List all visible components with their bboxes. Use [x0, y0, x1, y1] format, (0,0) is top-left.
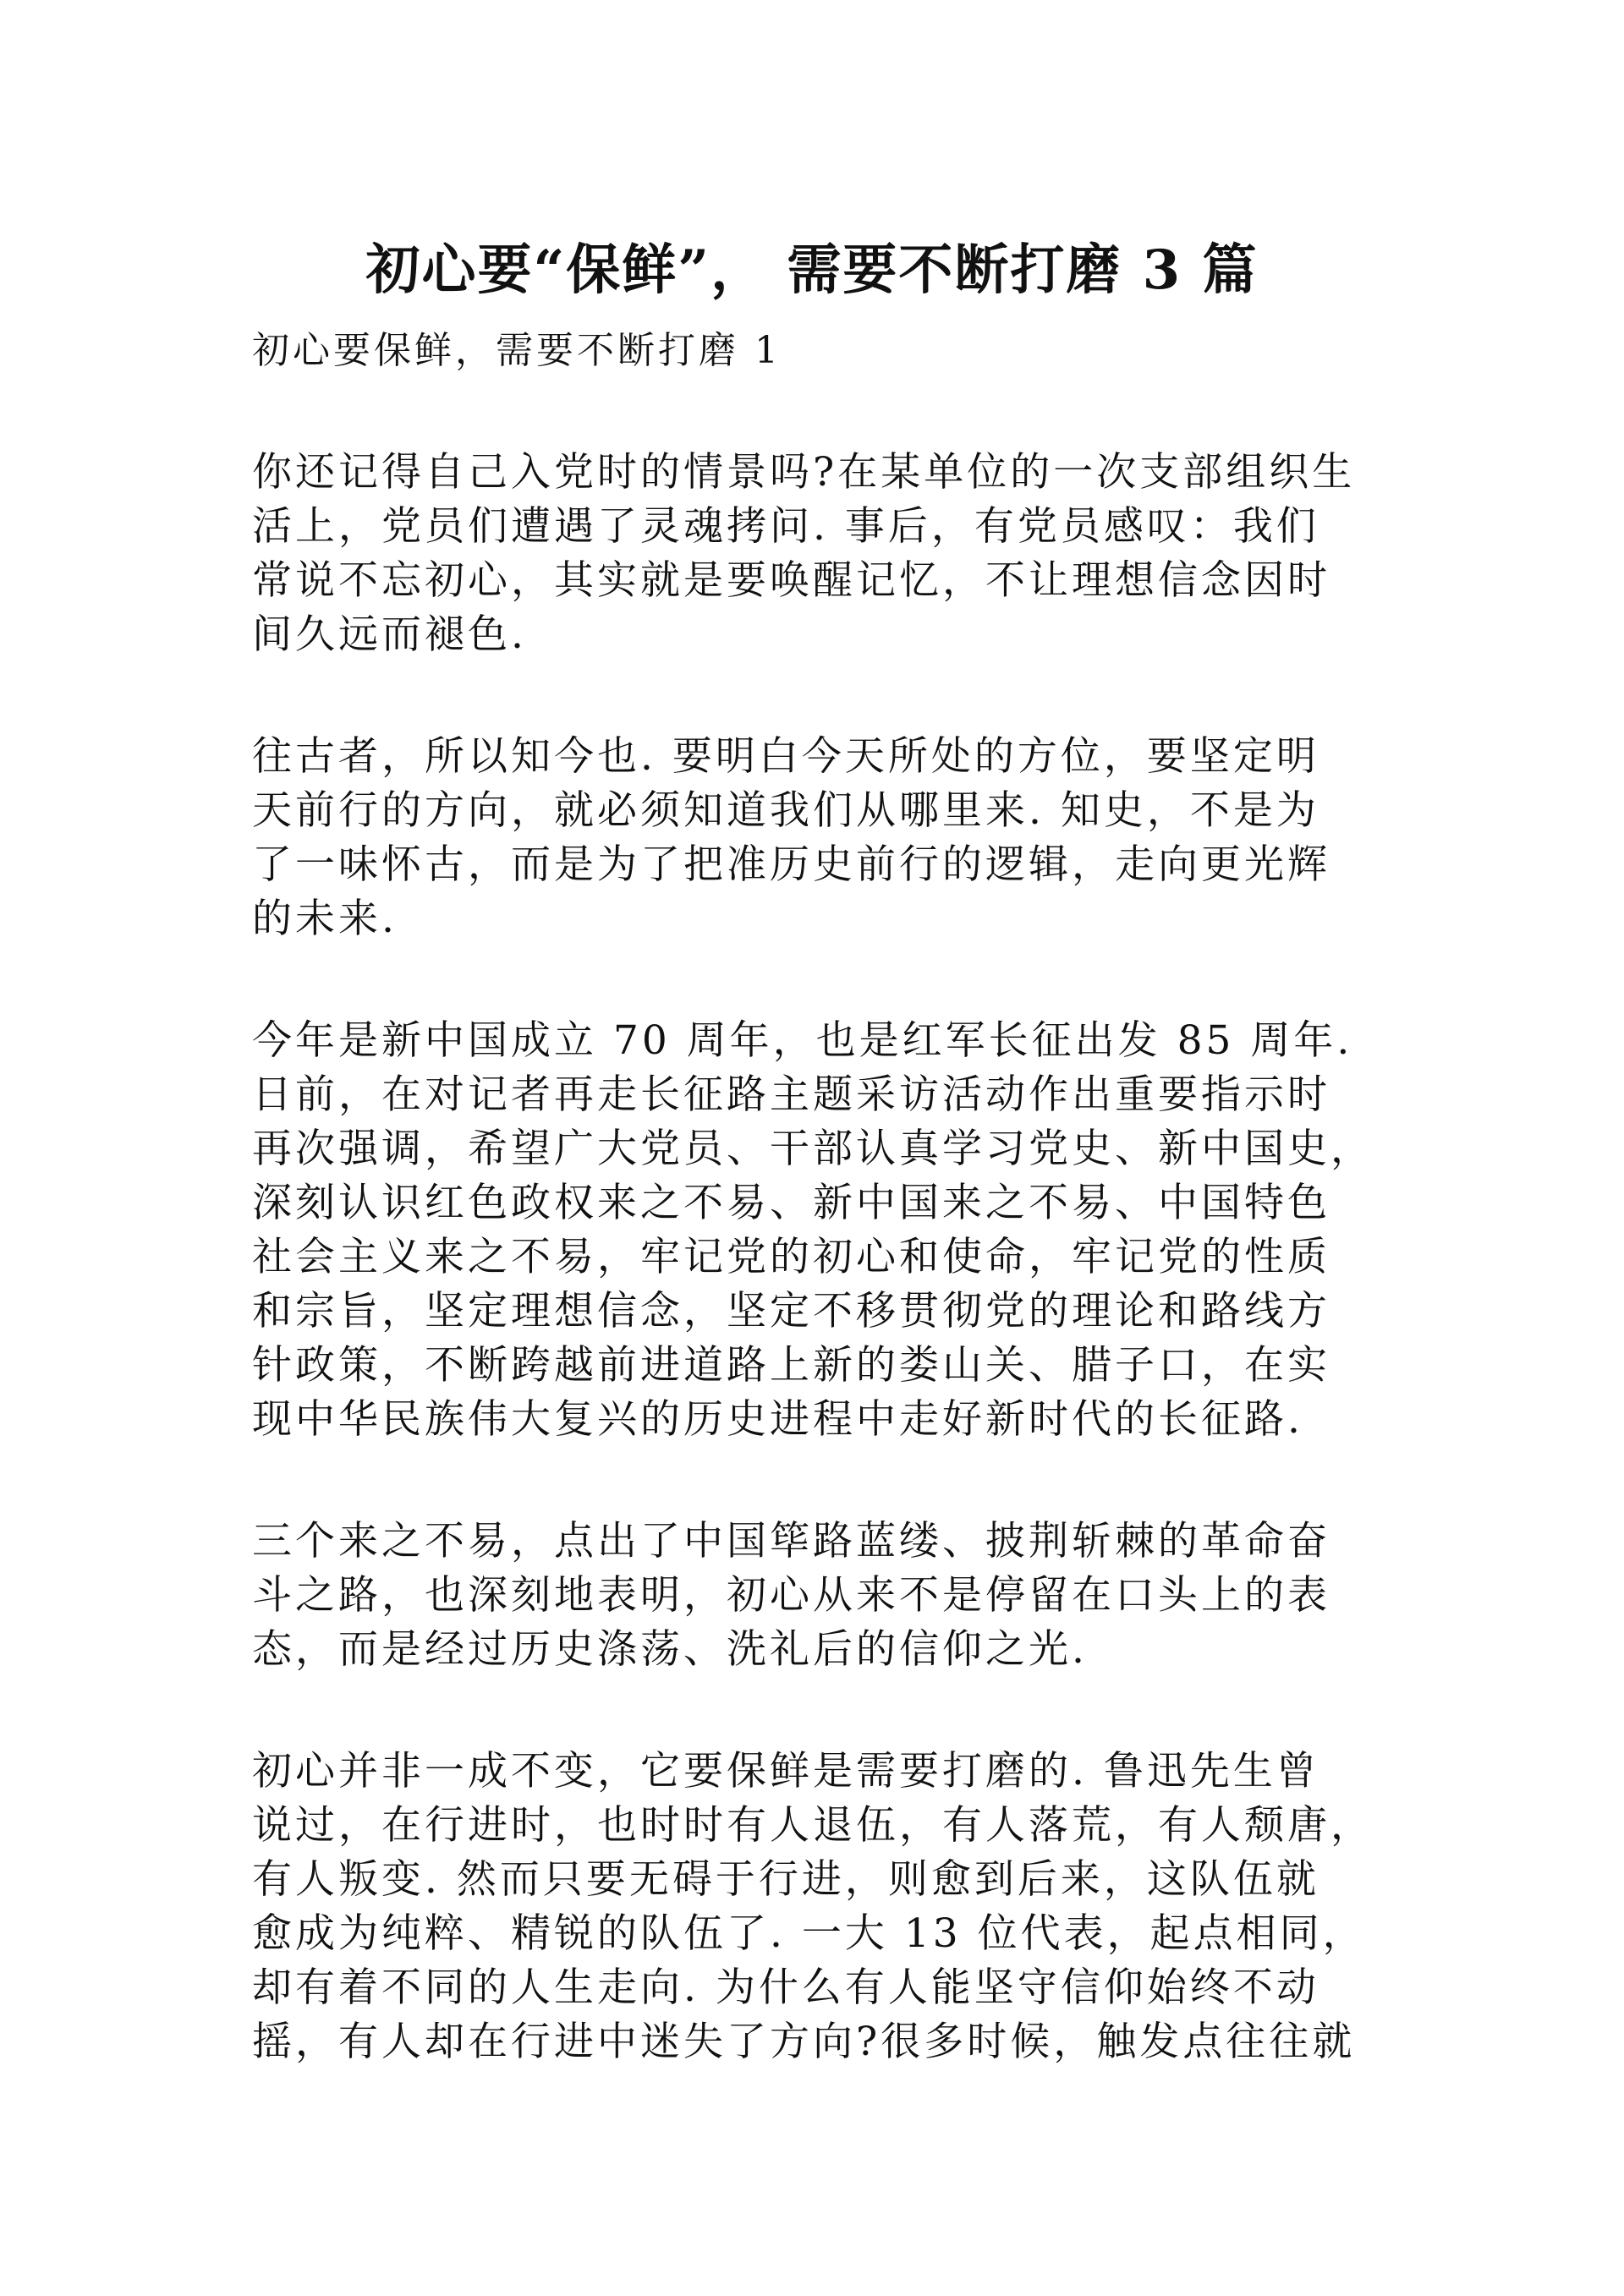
text-line: 斗之路，也深刻地表明，初心从来不是停留在口头上的表 [252, 1572, 1330, 1619]
paragraph-3 [252, 1014, 1385, 1447]
text-line: 现中华民族伟大复兴的历史进程中走好新时代的长征路. [252, 1396, 1303, 1443]
document-title: 初心要“保鲜”， 需要不断打磨 3 篇 [365, 238, 1259, 302]
text-line: 常说不忘初心，其实就是要唤醒记忆，不让理想信念因时 [252, 557, 1330, 604]
text-line: 活上，党员们遭遇了灵魂拷问. 事后，有党员感叹：我们 [252, 503, 1320, 550]
text-line: 摇，有人却在行进中迷失了方向?很多时候，触发点往往就 [252, 2019, 1356, 2065]
section-heading: 初心要保鲜，需要不断打磨 1 [252, 329, 782, 372]
text-line: 了一味怀古，而是为了把准历史前行的逻辑，走向更光辉 [252, 841, 1330, 888]
text-line: 深刻认识红色政权来之不易、新中国来之不易、中国特色 [252, 1180, 1330, 1226]
text-line: 愈成为纯粹、精锐的队伍了. 一大 13 位代表，起点相同， [252, 1910, 1366, 1957]
document-body [252, 324, 1385, 2069]
text-line: 日前，在对记者再走长征路主题采访活动作出重要指示时 [252, 1071, 1330, 1118]
text-line: 有人叛变. 然而只要无碍于行进，则愈到后来，这队伍就 [252, 1856, 1320, 1903]
text-line: 初心并非一成不变，它要保鲜是需要打磨的. 鲁迅先生曾 [252, 1748, 1320, 1795]
text-line: 的未来. [252, 896, 398, 942]
text-line: 三个来之不易，点出了中国筚路蓝缕、披荆斩棘的革命奋 [252, 1518, 1330, 1564]
text-line: 天前行的方向，就必须知道我们从哪里来. 知史，不是为 [252, 787, 1320, 834]
text-line: 今年是新中国成立 70 周年，也是红军长征出发 85 周年. [252, 1017, 1353, 1064]
text-line: 和宗旨，坚定理想信念，坚定不移贯彻党的理论和路线方 [252, 1288, 1330, 1334]
text-line: 你还记得自己入党时的情景吗?在某单位的一次支部组织生 [252, 449, 1356, 496]
paragraph-1 [252, 446, 1385, 662]
paragraph-4 [252, 1515, 1385, 1677]
text-line: 却有着不同的人生走向. 为什么有人能坚守信仰始终不动 [252, 1964, 1320, 2011]
text-line: 间久远而褪色. [252, 611, 527, 658]
text-line: 社会主义来之不易，牢记党的初心和使命，牢记党的性质 [252, 1234, 1330, 1280]
text-line: 往古者，所以知今也. 要明白今天所处的方位，要坚定明 [252, 733, 1320, 780]
text-line: 再次强调，希望广大党员、干部认真学习党史、新中国史， [252, 1126, 1374, 1172]
text-line: 态，而是经过历史涤荡、洗礼后的信仰之光. [252, 1626, 1088, 1673]
text-line: 针政策，不断跨越前进道路上新的娄山关、腊子口，在实 [252, 1342, 1330, 1389]
paragraph-2 [252, 730, 1385, 946]
paragraph-5 [252, 1745, 1385, 2069]
text-line: 说过，在行进时，也时时有人退伍，有人落荒，有人颓唐， [252, 1802, 1374, 1849]
